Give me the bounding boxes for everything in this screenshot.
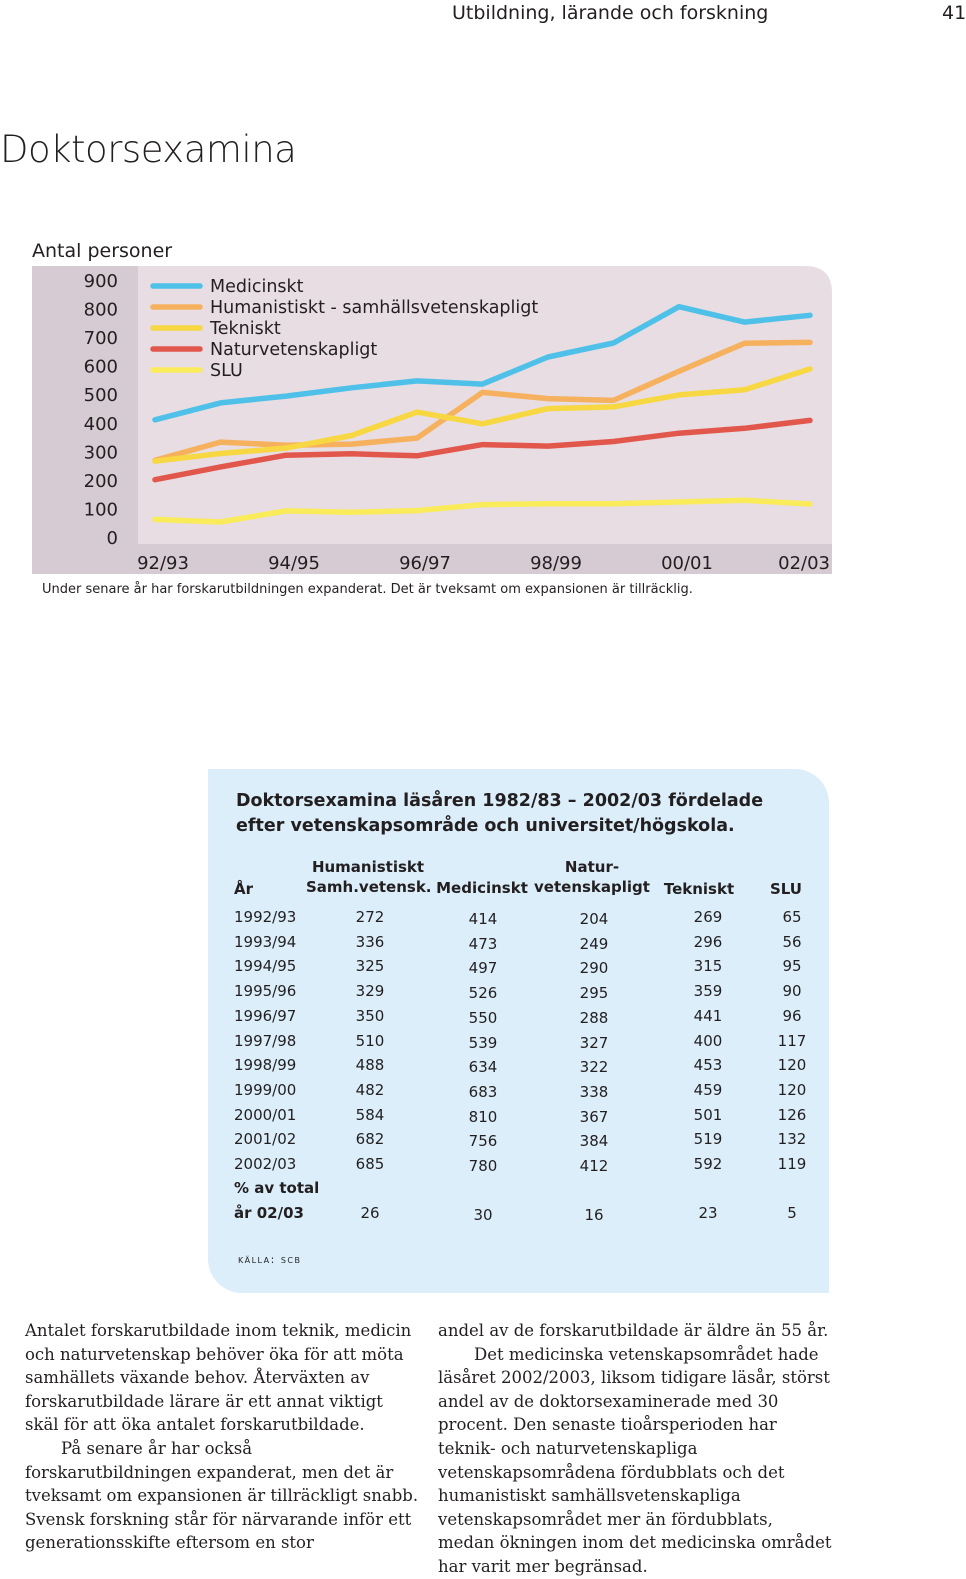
y-tick-label: 300 xyxy=(83,442,118,464)
table-cell-hum: 685 xyxy=(355,1155,385,1173)
legend-label: Tekniskt xyxy=(210,319,281,339)
body-column-2 xyxy=(438,1319,833,1579)
y-axis-title: Antal personer xyxy=(32,240,173,262)
table-cell-tek: 359 xyxy=(693,982,723,1001)
total-med: 30 xyxy=(473,1206,493,1224)
table-cell-med: 473 xyxy=(468,934,498,953)
body-paragraph: Antalet forskarutbildade inom teknik, medicin och naturvetenskap behöver öka för att möta samhällets växande behov. Återväxten av forskarutbildade lärare är ett annat viktigt skäl för att öka antalet forskarutbildade. xyxy=(25,1321,412,1435)
total-hum: 26 xyxy=(360,1204,380,1222)
y-tick-label: 600 xyxy=(83,356,118,378)
table-cell-hum: 682 xyxy=(355,1130,385,1149)
header-hum-line-2: Samh.vetensk. xyxy=(306,878,432,896)
table-cell-tek: 441 xyxy=(693,1006,723,1025)
table-cell-year: 1997/98 xyxy=(234,1031,297,1050)
table-cell-hum: 336 xyxy=(355,932,385,951)
table-cell-nat: 322 xyxy=(579,1058,609,1077)
table-cell-year: 2002/03 xyxy=(234,1155,297,1173)
table-cell-nat: 290 xyxy=(579,959,609,978)
table-cell-hum: 350 xyxy=(355,1006,385,1025)
header-year: År xyxy=(234,880,254,898)
data-table-panel xyxy=(208,769,829,1293)
table-title xyxy=(236,789,796,839)
table-cell-nat: 249 xyxy=(579,934,609,953)
table-cell-med: 497 xyxy=(468,959,498,978)
page-number: 41 xyxy=(942,2,966,24)
table-cell-slu: 65 xyxy=(782,908,802,926)
total-nat: 16 xyxy=(584,1206,604,1224)
header-medicinskt: Medicinskt xyxy=(436,879,528,897)
section-header: Utbildning, lärande och forskning xyxy=(452,2,769,24)
table-cell-year: 2001/02 xyxy=(234,1130,297,1149)
table-cell-nat: 367 xyxy=(579,1107,609,1126)
table-cell-slu: 126 xyxy=(777,1105,807,1124)
table-cell-med: 683 xyxy=(468,1082,498,1101)
table-cell-tek: 296 xyxy=(693,932,723,951)
table-cell-tek: 501 xyxy=(693,1105,723,1124)
table-cell-slu: 120 xyxy=(777,1056,807,1075)
table-cell-hum: 329 xyxy=(355,982,385,1001)
source-note: källa: scb xyxy=(238,1253,302,1266)
y-tick-label: 0 xyxy=(106,528,118,549)
table-cell-slu: 96 xyxy=(782,1006,802,1025)
x-tick-label: 98/99 xyxy=(530,553,582,574)
table-cell-tek: 400 xyxy=(693,1031,723,1050)
table-cell-year: 1995/96 xyxy=(234,982,297,1001)
table-cell-nat: 338 xyxy=(579,1082,609,1101)
y-tick-label: 800 xyxy=(83,299,118,321)
table-cell-year: 1994/95 xyxy=(234,957,297,976)
total-slu: 5 xyxy=(787,1204,797,1222)
total-label-line-2: år 02/03 xyxy=(234,1204,304,1222)
y-tick-label: 100 xyxy=(83,499,118,521)
table-cell-med: 756 xyxy=(468,1132,498,1151)
total-tek: 23 xyxy=(698,1204,718,1222)
table-cell-tek: 519 xyxy=(693,1130,723,1149)
header-humanistiskt xyxy=(306,857,430,897)
table-cell-hum: 482 xyxy=(355,1080,385,1099)
table-cell-hum: 325 xyxy=(355,957,385,976)
table-cell-tek: 453 xyxy=(693,1056,723,1075)
legend-label: Humanistiskt - samhällsvetenskapligt xyxy=(210,298,539,318)
table-cell-year: 1992/93 xyxy=(234,908,297,926)
table-cell-hum: 488 xyxy=(355,1056,385,1075)
y-tick-label: 200 xyxy=(83,470,118,492)
table-cell-med: 414 xyxy=(468,910,498,928)
table-cell-nat: 204 xyxy=(579,910,609,928)
line-chart xyxy=(0,262,960,582)
table-cell-med: 526 xyxy=(468,984,498,1003)
legend-label: Naturvetenskapligt xyxy=(210,340,378,360)
table-cell-med: 539 xyxy=(468,1033,498,1052)
total-label-line-1: % av total xyxy=(234,1179,320,1197)
table-cell-hum: 510 xyxy=(355,1031,385,1050)
table-cell-slu: 119 xyxy=(777,1155,807,1173)
body-paragraph: Det medicinska vetenskapsområdet hade läsåret 2002/2003, liksom tidigare läsår, störst andel av de doktorsexaminerade med 30 procent. Den senaste tioårsperioden har teknik- och naturvetenskapliga vetenskapsområdena fördubblats och det humanistiskt samhällsvetenskapliga vetenskapsområdet mer än fördubblats, medan ökningen inom det medicinska området har varit mer begränsad. xyxy=(438,1344,832,1576)
table-cell-nat: 412 xyxy=(579,1157,609,1175)
x-axis-band xyxy=(138,544,832,574)
body-column-1 xyxy=(25,1319,420,1555)
header-hum-line-1: Humanistiskt xyxy=(311,858,425,876)
chart-caption: Under senare år har forskarutbildningen expanderat. Det är tveksamt om expansionen är tillräcklig. xyxy=(42,582,693,597)
x-tick-label: 92/93 xyxy=(137,553,189,574)
table-cell-hum: 272 xyxy=(355,908,385,926)
x-tick-label: 96/97 xyxy=(399,553,451,574)
body-paragraph: På senare år har också forskarutbildningen expanderat, men det är tveksamt om expansionen är tillräckligt snabb. Svensk forskning står för närvarande inför ett generationsskifte eftersom en stor xyxy=(25,1438,419,1553)
table-cell-med: 780 xyxy=(468,1157,498,1175)
x-tick-label: 00/01 xyxy=(661,553,713,574)
table-cell-med: 810 xyxy=(468,1107,498,1126)
table-cell-slu: 95 xyxy=(782,957,802,976)
y-tick-label: 500 xyxy=(83,385,118,407)
header-nat-line-2: vetenskapligt xyxy=(534,878,650,896)
table-cell-slu: 90 xyxy=(782,982,802,1001)
table-cell-nat: 288 xyxy=(579,1008,609,1027)
table-cell-hum: 584 xyxy=(355,1105,385,1124)
table-title-line-1: Doktorsexamina läsåren 1982/83 – 2002/03 fördelade xyxy=(236,791,764,811)
table-cell-year: 1996/97 xyxy=(234,1006,297,1025)
table-cell-slu: 117 xyxy=(777,1031,807,1050)
table-cell-tek: 459 xyxy=(693,1080,723,1099)
header-slu: SLU xyxy=(769,880,802,898)
page-title: Doktorsexamina xyxy=(0,128,297,171)
table-cell-slu: 120 xyxy=(777,1080,807,1099)
y-tick-label: 700 xyxy=(83,328,118,350)
legend-label: Medicinskt xyxy=(210,277,304,297)
table-cell-year: 2000/01 xyxy=(234,1105,297,1124)
table-cell-slu: 132 xyxy=(777,1130,807,1149)
table-cell-nat: 327 xyxy=(579,1033,609,1052)
table-cell-year: 1998/99 xyxy=(234,1056,297,1075)
legend-label: SLU xyxy=(210,361,243,381)
table-cell-nat: 295 xyxy=(579,984,609,1003)
table-cell-slu: 56 xyxy=(782,932,802,951)
x-tick-label: 02/03 xyxy=(778,553,830,574)
table-cell-tek: 269 xyxy=(693,908,723,926)
y-tick-label: 900 xyxy=(83,271,118,292)
y-tick-label: 400 xyxy=(83,413,118,435)
table-title-line-2: efter vetenskapsområde och universitet/högskola. xyxy=(236,816,735,836)
header-nat-line-1: Natur- xyxy=(564,858,620,876)
header-naturvetenskapligt xyxy=(532,857,652,897)
table-cell-nat: 384 xyxy=(579,1132,609,1151)
table-cell-med: 634 xyxy=(468,1058,498,1077)
table-cell-tek: 315 xyxy=(693,957,723,976)
body-paragraph: andel av de forskarutbildade är äldre än 55 år. xyxy=(438,1321,829,1340)
table-cell-tek: 592 xyxy=(693,1155,723,1173)
x-tick-label: 94/95 xyxy=(268,553,320,574)
table-cell-year: 1999/00 xyxy=(234,1080,297,1099)
table-cell-year: 1993/94 xyxy=(234,932,297,951)
header-tekniskt: Tekniskt xyxy=(663,880,735,898)
table-cell-med: 550 xyxy=(468,1008,498,1027)
